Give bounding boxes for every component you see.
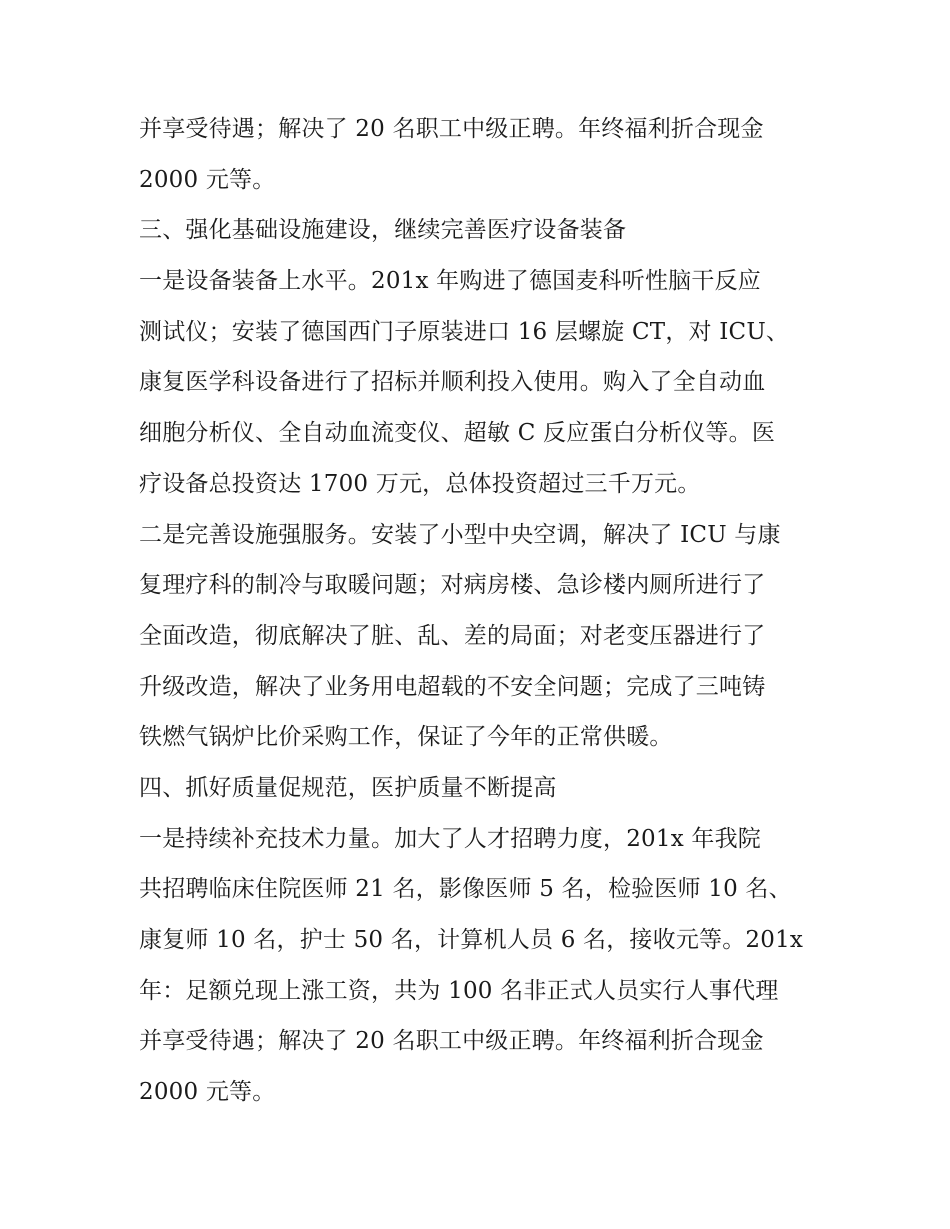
document-body (139, 104, 819, 1118)
text-line: 升级改造，解决了业务用电超载的不安全问题；完成了三吨铸 (139, 673, 766, 700)
text-line: 康复医学科设备进行了招标并顺利投入使用。购入了全自动血 (139, 369, 766, 396)
text-line: 2000 元等。 (139, 166, 276, 193)
text-line: 年：足额兑现上涨工资，共为 100 名非正式人员实行人事代理 (139, 977, 779, 1004)
text-line: 疗设备总投资达 1700 万元，总体投资超过三千万元。 (139, 470, 701, 497)
text-line: 2000 元等。 (139, 1079, 276, 1106)
section-heading: 四、抓好质量促规范，医护质量不断提高 (139, 774, 557, 801)
text-line: 测试仪；安装了德国西门子原装进口 16 层螺旋 CT，对 ICU、 (139, 318, 790, 345)
text-line: 二是完善设施强服务。安装了小型中央空调，解决了 ICU 与康 (139, 521, 781, 548)
text-line: 细胞分析仪、全自动血流变仪、超敏 C 反应蛋白分析仪等。医 (139, 420, 776, 447)
text-line: 一是持续补充技术力量。加大了人才招聘力度，201x 年我院 (139, 825, 761, 852)
text-line: 并享受待遇；解决了 20 名职工中级正聘。年终福利折合现金 (139, 116, 764, 142)
text-line: 铁燃气锅炉比价采购工作，保证了今年的正常供暖。 (139, 724, 673, 751)
text-line: 康复师 10 名，护士 50 名，计算机人员 6 名，接收元等。201x (139, 927, 804, 953)
text-line: 共招聘临床住院医师 21 名，影像医师 5 名，检验医师 10 名、 (139, 876, 792, 903)
text-line: 一是设备装备上水平。201x 年购进了德国麦科听性脑干反应 (139, 268, 761, 295)
text-line: 并享受待遇；解决了 20 名职工中级正聘。年终福利折合现金 (139, 1028, 764, 1055)
text-line: 全面改造，彻底解决了脏、乱、差的局面；对老变压器进行了 (139, 622, 766, 649)
section-heading: 三、强化基础设施建设，继续完善医疗设备装备 (139, 217, 627, 244)
text-line: 复理疗科的制冷与取暖问题；对病房楼、急诊楼内厕所进行了 (139, 572, 766, 599)
